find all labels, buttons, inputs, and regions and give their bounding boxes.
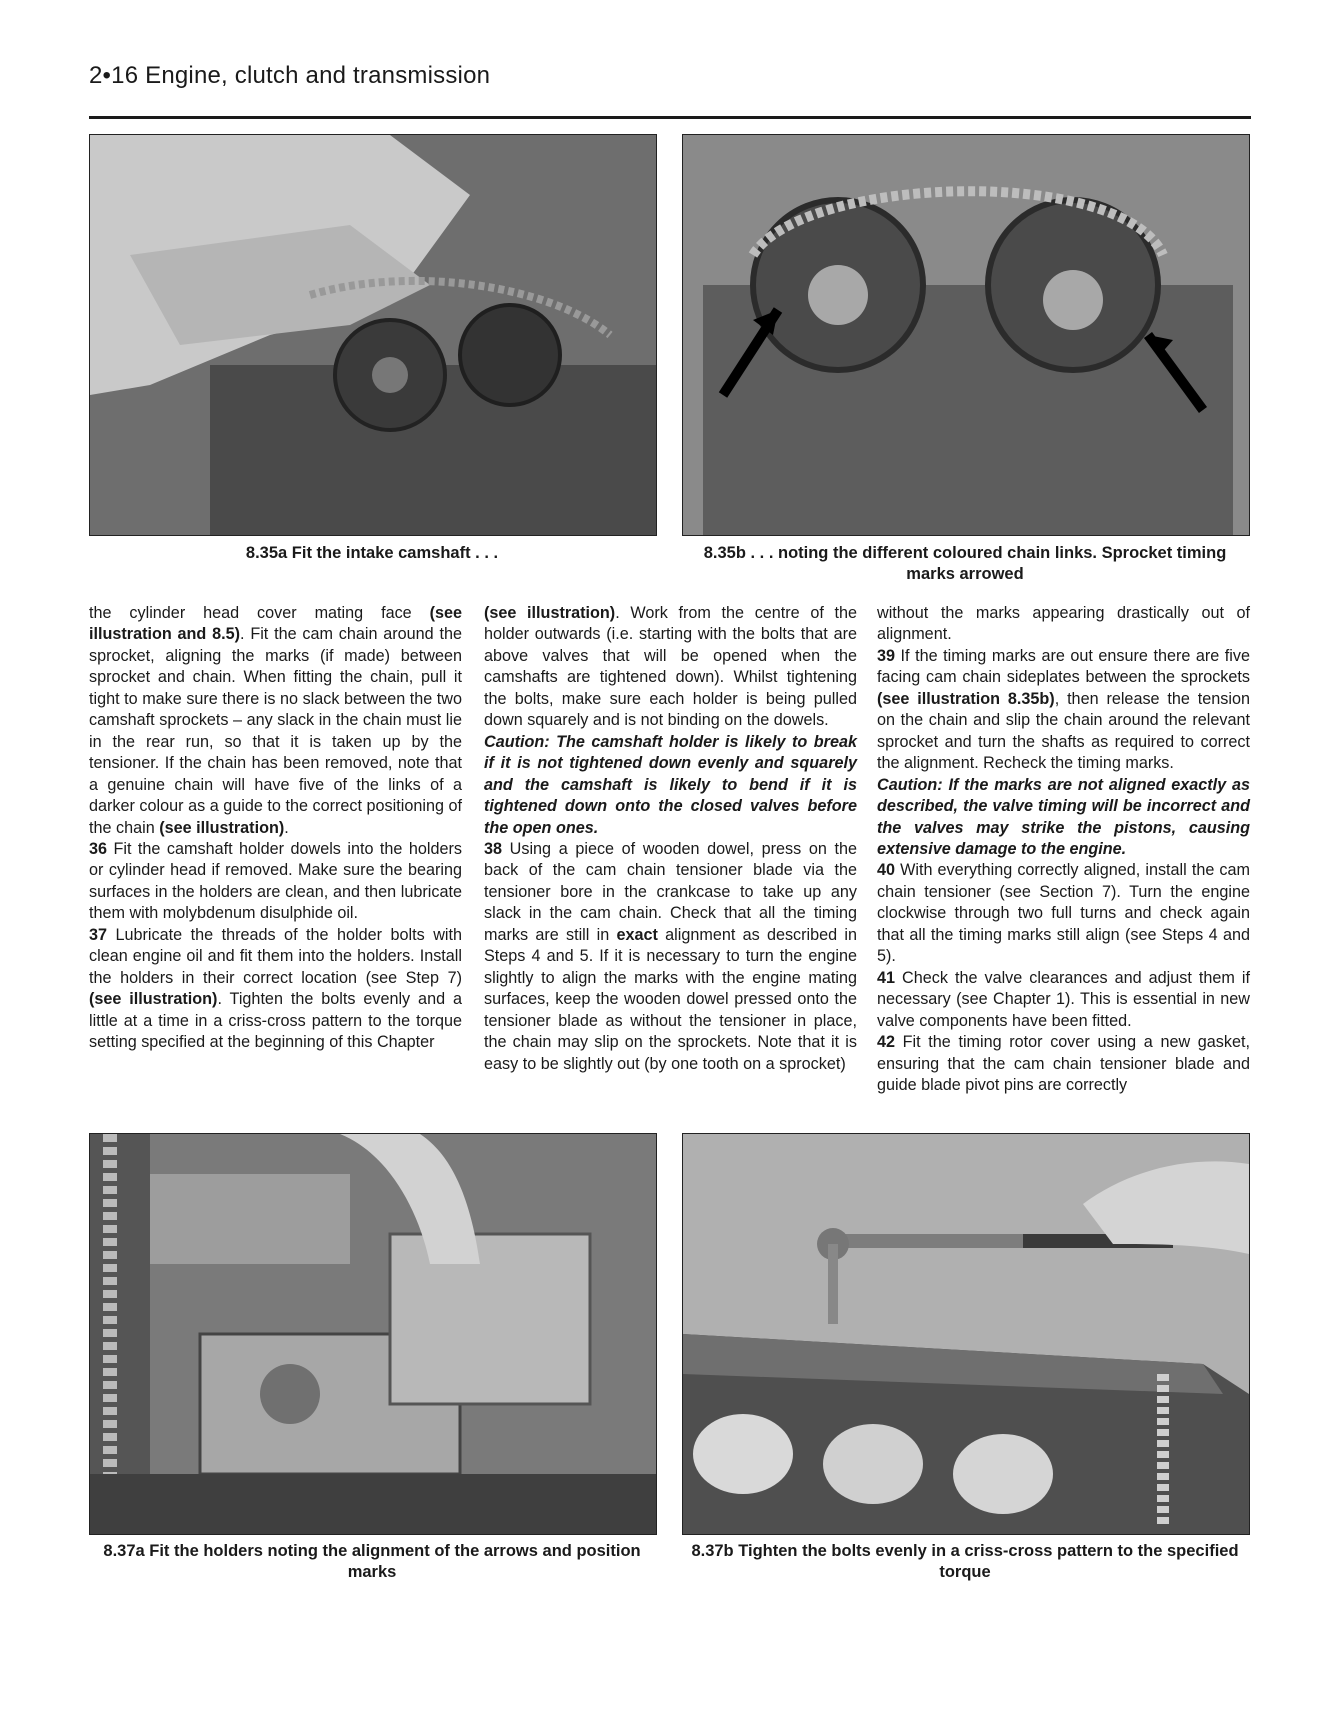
step-42: 42 Fit the timing rotor cover using a new gasket, ensuring that the cam chain tensioner blade and guide blade pivot pins are correctly — [877, 1033, 1250, 1094]
photo-8-35b — [682, 134, 1250, 536]
paragraph-continued: without the marks appearing drastically out of alignment. — [877, 604, 1250, 644]
photo-8-37a — [89, 1133, 657, 1535]
caution-holder: Caution: The camshaft holder is likely to break if it is not tightened down evenly and squarely and the camshaft is likely to bend if it is tightened down onto the closed valves before the open ones. — [484, 732, 857, 837]
paragraph-continued: (see illustration). Work from the centre of the holder outwards (i.e. starting with the bolts that are above valves that will be opened when the camshafts are tightened down). Whilst tightening the bolts, make sure each holder is being pulled down squarely and is not binding on the dowels. — [484, 604, 858, 730]
photo-8-37a-illustration — [90, 1134, 656, 1534]
step-41: 41 Check the valve clearances and adjust them if necessary (see Chapter 1). This is essential in new valve components have been fitted. — [877, 968, 1250, 1030]
step-37: 37 Lubricate the threads of the holder bolts with clean engine oil and fit them into the holders. Install the holders in their correct location (see Step 7) (see illustration). Tighten the bolts evenly and a little at a time in a criss-cross pattern to the torque setting specified at the beginning of this Chapter — [89, 925, 462, 1052]
paragraph-continued: the cylinder head cover mating face (see illustration and 8.5). Fit the cam chain around the sprocket, aligning the marks (if made) between sprocket and chain. When fitting the chain, pull it tight to make sure there is no slack between the two camshaft sprockets – any slack in the chain must lie in the rear run, so that it is taken up by the tensioner. If the chain has been removed, note that a genuine chain will have five of the links of a darker colour as a guide to the correct positioning of the chain (see illustration). — [89, 604, 462, 837]
text-column-2 — [484, 603, 857, 1075]
photo-8-35a — [89, 134, 657, 536]
photo-8-37b — [682, 1133, 1250, 1535]
caption-8-37a: 8.37a Fit the holders noting the alignment of the arrows and position marks — [103, 1542, 641, 1581]
step-36: 36 Fit the camshaft holder dowels into the holders or cylinder head if removed. Make sure the bearing surfaces in the holders are clean, and then lubricate them with molybdenum disulphide oil. — [89, 839, 462, 923]
photo-8-35b-illustration — [683, 135, 1249, 535]
photo-8-35a-illustration — [90, 135, 656, 535]
caution-timing: Caution: If the marks are not aligned exactly as described, the valve timing will be incorrect and the valves may strike the pistons, causing extensive damage to the engine. — [877, 775, 1250, 858]
caption-8-35a: 8.35a Fit the intake camshaft . . . — [245, 544, 499, 562]
page-header — [89, 58, 1251, 119]
caption-8-37b: 8.37b Tighten the bolts evenly in a criss-cross pattern to the specified torque — [691, 1542, 1239, 1581]
step-38: 38 Using a piece of wooden dowel, press on the back of the cam chain tensioner blade via the tensioner bore in the crankcase to take up any slack in the cam chain. Check that all the timing marks are still in exact alignment as described in Steps 4 and 5. If it is necessary to turn the engine slightly to align the marks with the engine mating surfaces, keep the wooden dowel pressed onto the tensioner blade as without the tensioner in place, the chain may slip on the sprockets. Note that it is easy to be slightly out (by one tooth on a sprocket) — [484, 839, 857, 1073]
page-title: 2•16 Engine, clutch and transmission — [89, 62, 491, 89]
step-40: 40 With everything correctly aligned, install the cam chain tensioner (see Section 7). Turn the engine clockwise through two full turns and check again that all the timing marks still align (see Steps 4 and 5). — [877, 861, 1250, 966]
text-column-3 — [877, 603, 1250, 1096]
text-column-1 — [89, 603, 462, 1054]
caption-8-35b: 8.35b . . . noting the different coloured chain links. Sprocket timing marks arrowed — [703, 544, 1227, 583]
step-39: 39 If the timing marks are out ensure there are five facing cam chain sideplates between the sprockets (see illustration 8.35b), then release the tension on the chain and slip the chain around the relevant sprocket and turn the shafts as required to correct the alignment. Recheck the timing marks. — [877, 646, 1250, 773]
photo-8-37b-illustration — [683, 1134, 1249, 1534]
